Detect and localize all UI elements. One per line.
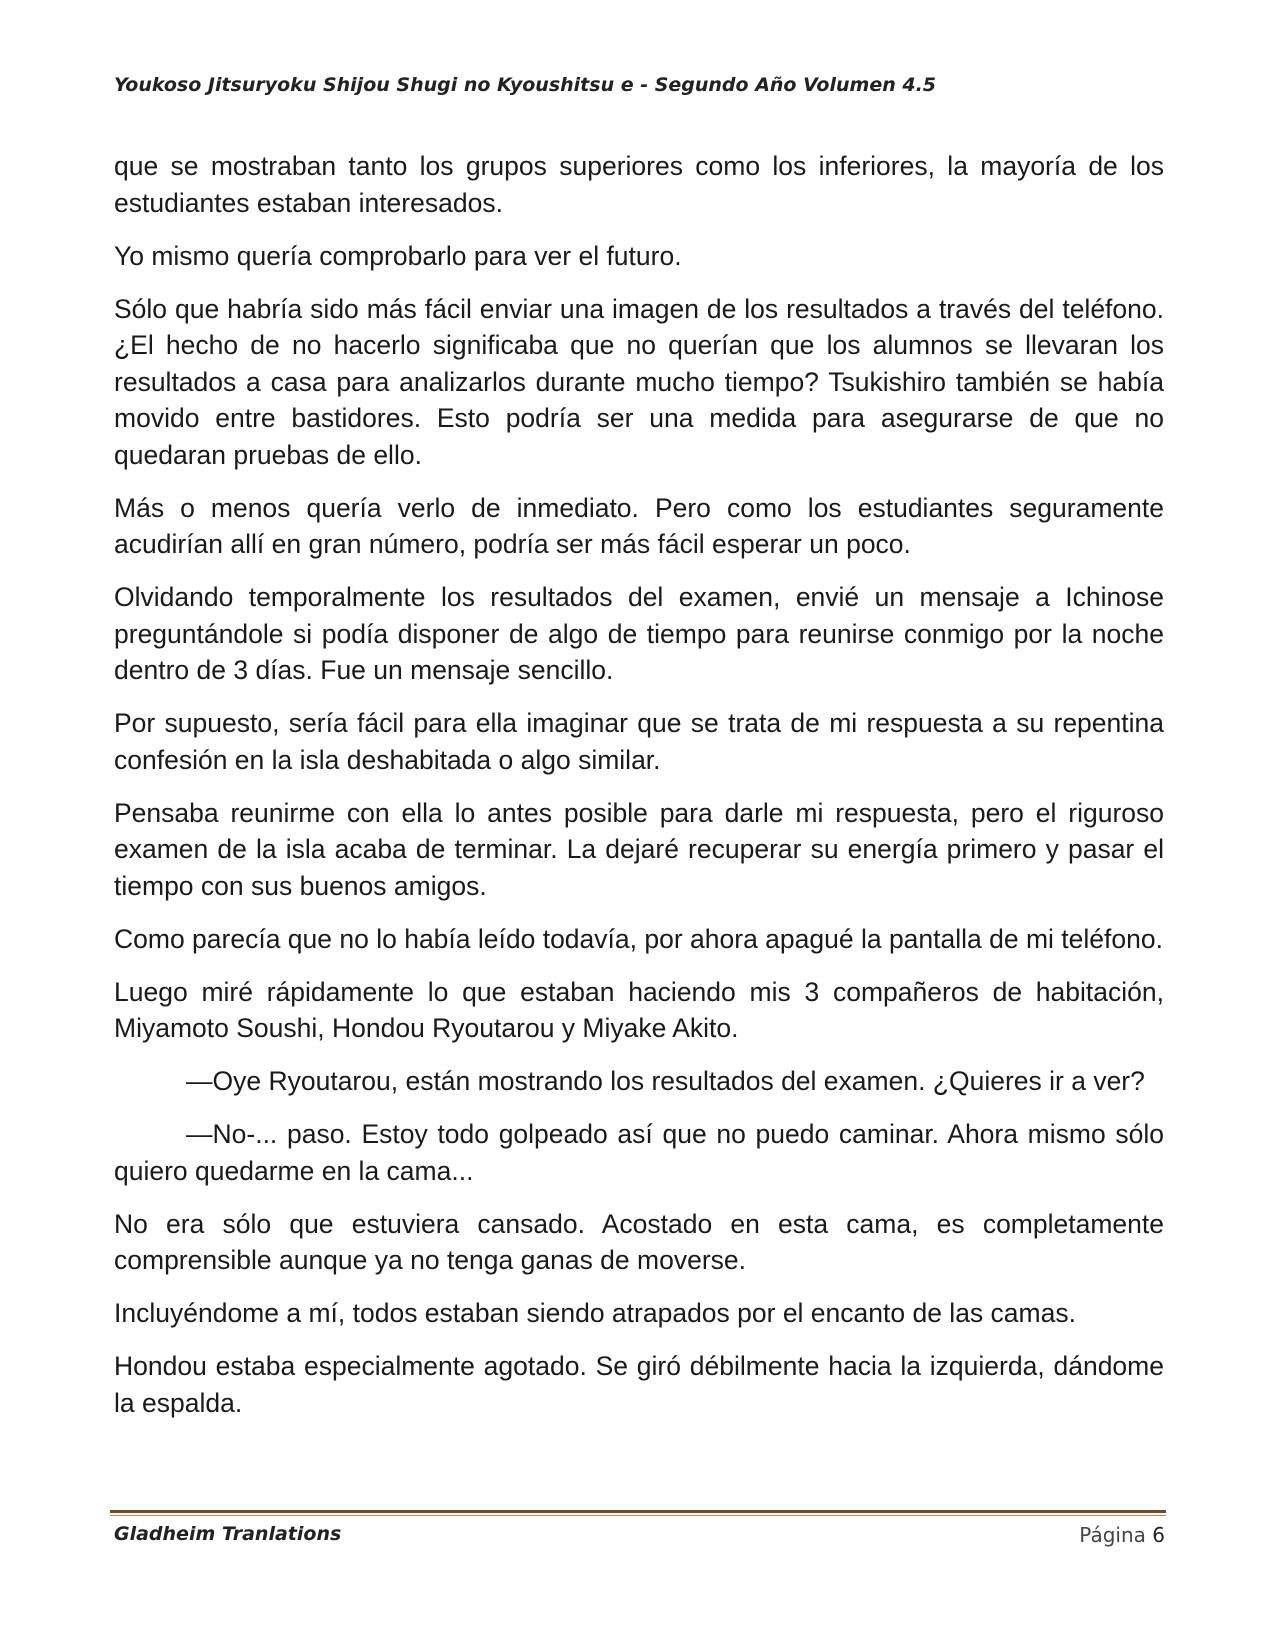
paragraph: Más o menos quería verlo de inmediato. Pero como los estudiantes seguramente acudirían allí en gran número, podría ser más fácil esperar un poco. (114, 492, 1164, 559)
page-label: Página (1079, 1523, 1146, 1547)
page-number-value: 6 (1152, 1523, 1165, 1547)
dialogue-paragraph: —No-... paso. Estoy todo golpeado así que no puedo caminar. Ahora mismo sólo quiero quedarme en la cama... (114, 1119, 1164, 1186)
translator-credit: Gladheim Tranlations (114, 1523, 342, 1545)
paragraph: Como parecía que no lo había leído todavía, por ahora apagué la pantalla de mi teléfono. (114, 923, 1163, 954)
page-number (1079, 1523, 1165, 1547)
body-text (114, 148, 1164, 1438)
dialogue-paragraph: —Oye Ryoutarou, están mostrando los resultados del examen. ¿Quieres ir a ver? (186, 1066, 1145, 1096)
paragraph: Yo mismo quería comprobarlo para ver el futuro. (114, 240, 682, 271)
footer-divider (110, 1510, 1166, 1516)
running-header: Youkoso Jitsuryoku Shijou Shugi no Kyoushitsu e - Segundo Año Volumen 4.5 (114, 74, 937, 96)
paragraph: Sólo que habría sido más fácil enviar una imagen de los resultados a través del teléfono. ¿El hecho de no hacerlo significaba que no querían que los alumnos se llevaran los resultados a casa para analizarlos durante mucho tiempo? Tsukishiro también se había movido entre bastidores. Esto podría ser una medida para asegurarse de que no quedaran pruebas de ello. (114, 293, 1164, 470)
paragraph: Olvidando temporalmente los resultados del examen, envié un mensaje a Ichinose preguntándole si podía disponer de algo de tiempo para reunirse conmigo por la noche dentro de 3 días. Fue un mensaje sencillo. (114, 582, 1164, 685)
paragraph: Luego miré rápidamente lo que estaban haciendo mis 3 compañeros de habitación, Miyamoto Soushi, Hondou Ryoutarou y Miyake Akito. (114, 976, 1164, 1043)
paragraph: Pensaba reunirme con ella lo antes posible para darle mi respuesta, pero el riguroso examen de la isla acaba de terminar. La dejaré recuperar su energía primero y pasar el tiempo con sus buenos amigos. (114, 797, 1164, 901)
paragraph: Por supuesto, sería fácil para ella imaginar que se trata de mi respuesta a su repentina confesión en la isla deshabitada o algo similar. (114, 708, 1164, 775)
paragraph: No era sólo que estuviera cansado. Acostado en esta cama, es completamente comprensible aunque ya no tenga ganas de moverse. (114, 1208, 1164, 1275)
paragraph: que se mostraban tanto los grupos superiores como los inferiores, la mayoría de los estudiantes estaban interesados. (114, 151, 1164, 218)
paragraph: Hondou estaba especialmente agotado. Se giró débilmente hacia la izquierda, dándome la espalda. (114, 1351, 1164, 1418)
paragraph: Incluyéndome a mí, todos estaban siendo atrapados por el encanto de las camas. (114, 1298, 1076, 1328)
